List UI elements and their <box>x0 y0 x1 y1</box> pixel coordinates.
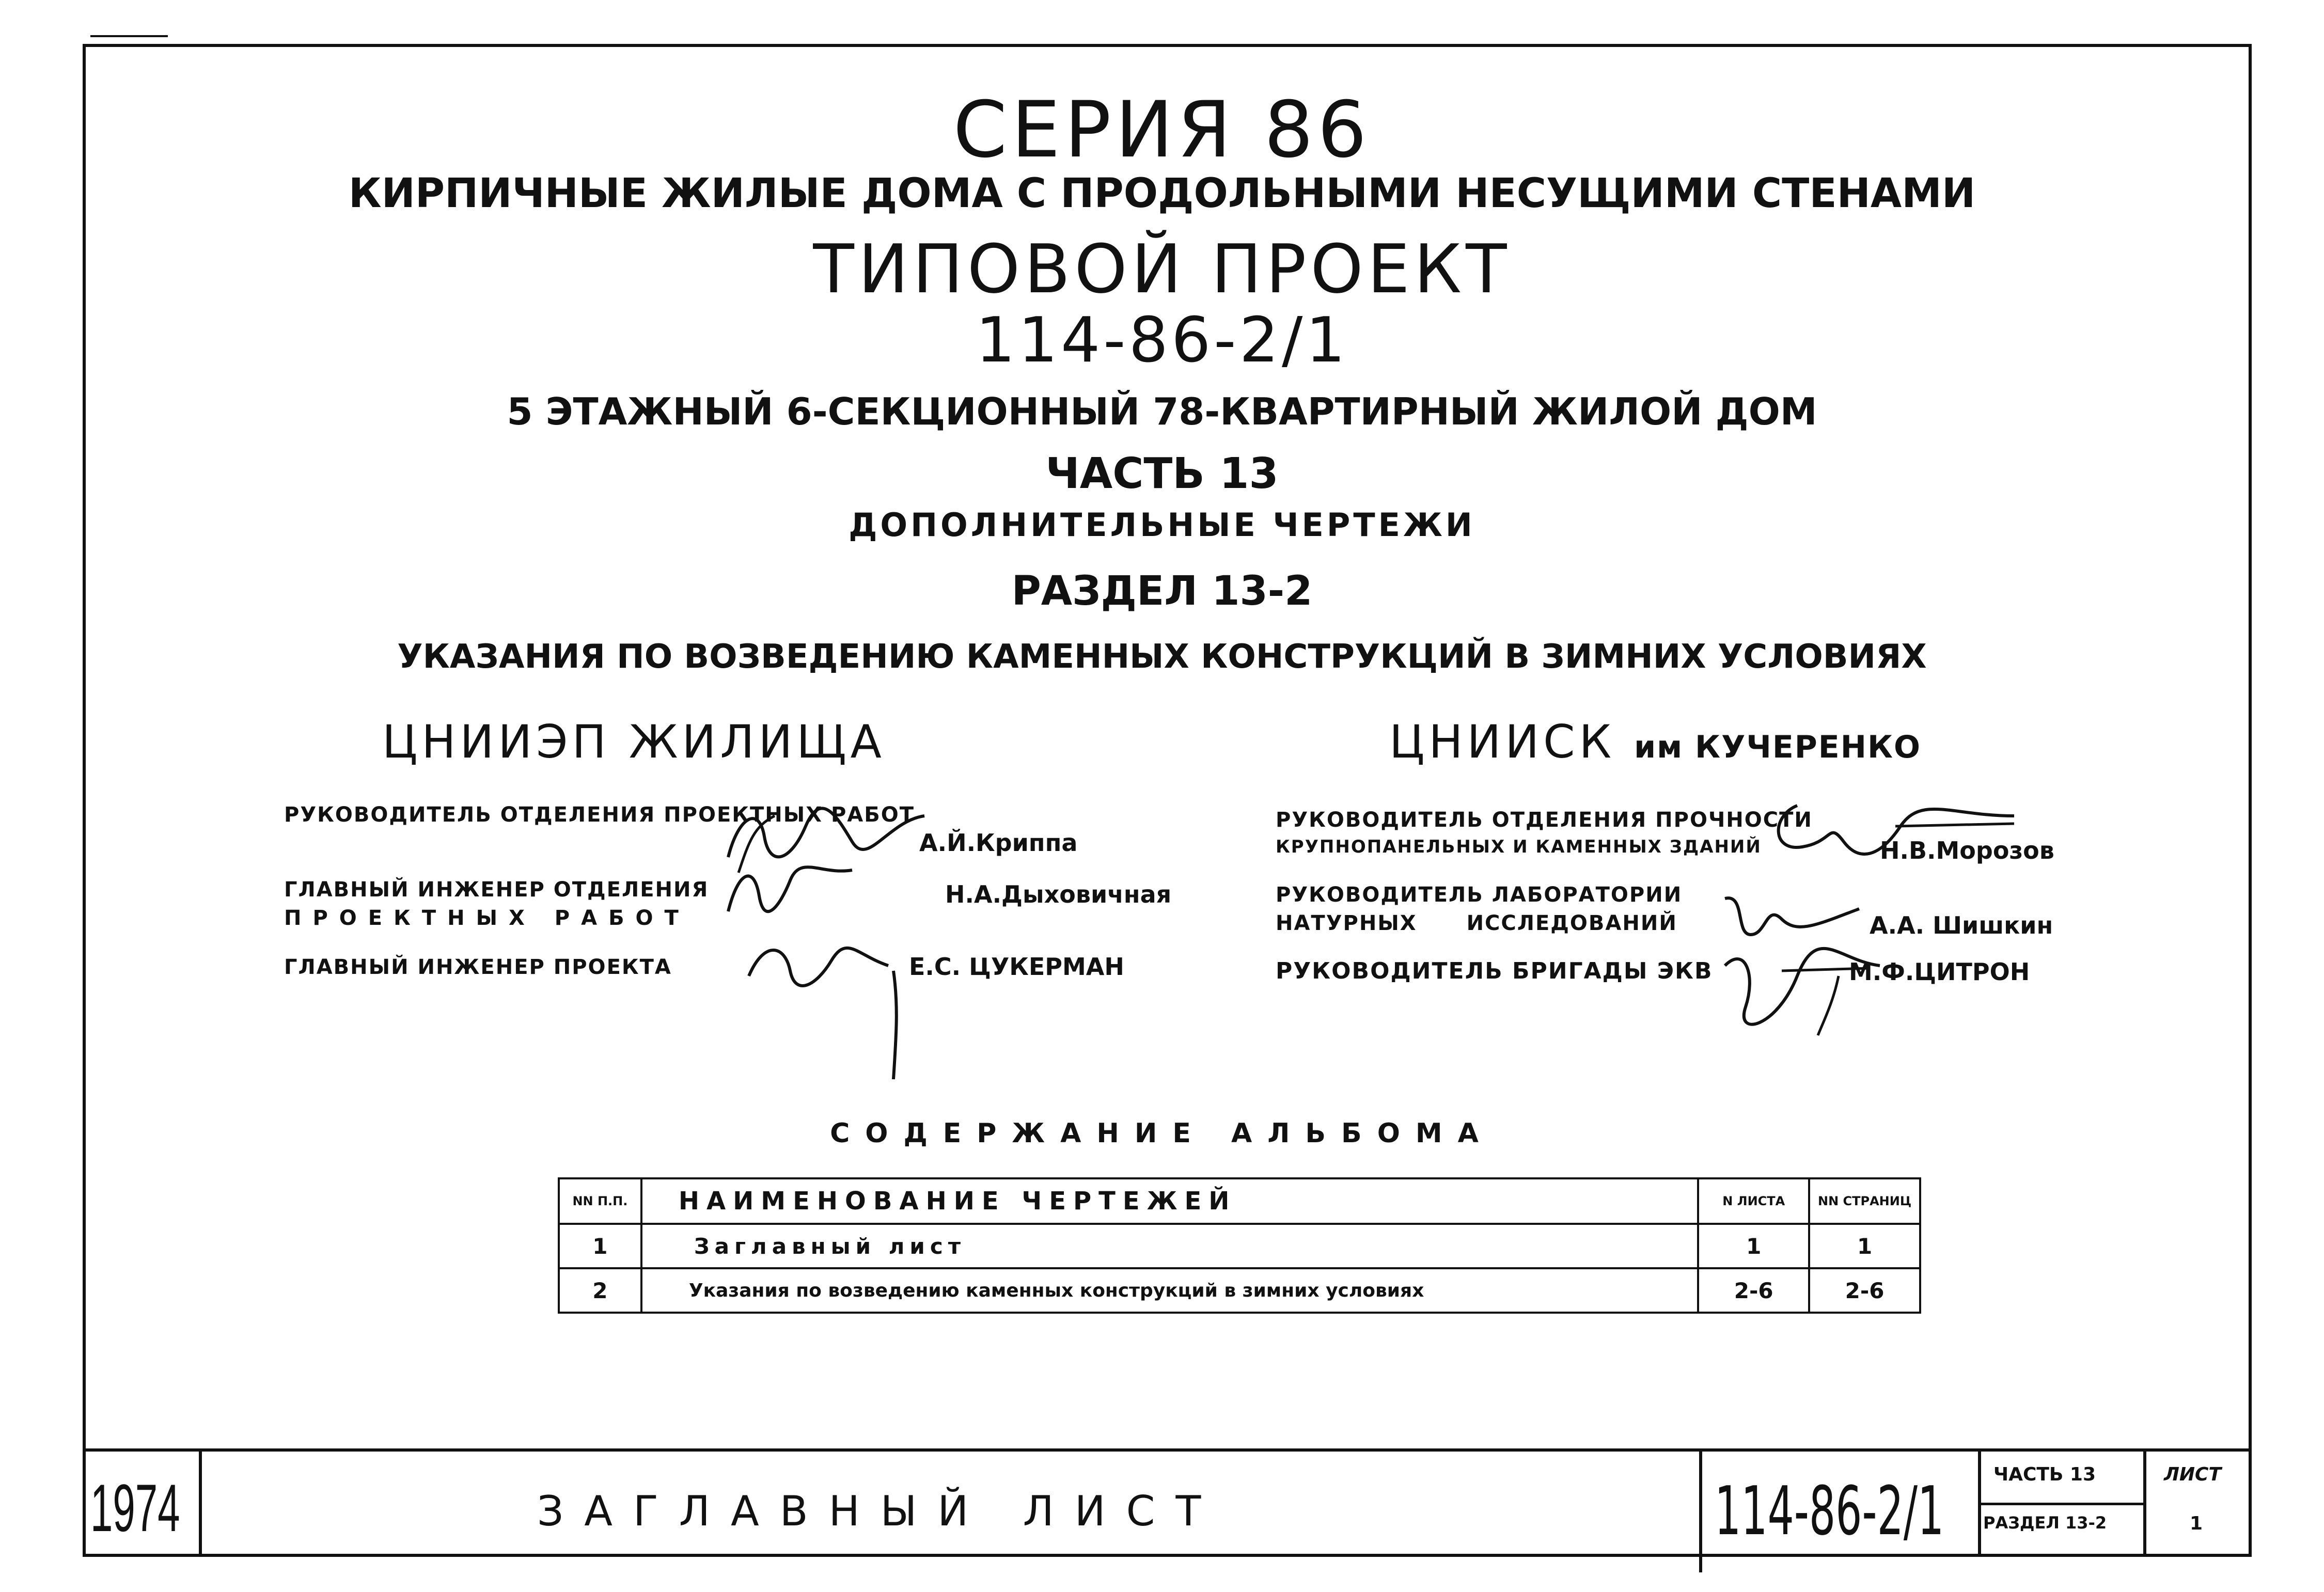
right-role-2: РУКОВОДИТЕЛЬ ЛАБОРАТОРИИ <box>1276 883 1683 907</box>
title-block-mid-line <box>1978 1503 2143 1505</box>
series-title: СЕРИЯ 86 <box>953 85 1371 175</box>
right-role-1b: КРУПНОПАНЕЛЬНЫХ И КАМЕННЫХ ЗДАНИЙ <box>1276 837 1762 857</box>
contents-table <box>558 1177 1921 1314</box>
table-row <box>559 1268 1920 1313</box>
left-role-2b: ПРОЕКТНЫХ РАБОТ <box>284 906 690 930</box>
right-role-3: РУКОВОДИТЕЛЬ БРИГАДЫ ЭКВ <box>1276 958 1713 984</box>
project-type: ТИПОВОЙ ПРОЕКТ <box>813 230 1511 308</box>
row-2-sheet: 2-6 <box>1698 1268 1809 1313</box>
signature-morozov <box>1766 795 2024 868</box>
left-org-name: ЦНИИЭП ЖИЛИЩА <box>382 715 886 768</box>
title-section: РАЗДЕЛ 13-2 <box>1983 1513 2107 1533</box>
right-role-1: РУКОВОДИТЕЛЬ ОТДЕЛЕНИЯ ПРОЧНОСТИ <box>1276 808 1813 832</box>
row-1-pages: 1 <box>1809 1224 1920 1268</box>
sheet-title: ЗАГЛАВНЫЙ ЛИСТ <box>537 1487 1222 1535</box>
contents-title: СОДЕРЖАНИЕ АЛЬБОМА <box>830 1118 1494 1149</box>
top-left-stroke <box>90 35 168 37</box>
row-1-sheet: 1 <box>1698 1224 1809 1268</box>
left-name-1: А.Й.Криппа <box>919 829 1078 857</box>
project-code: 114-86-2/1 <box>1715 1472 1944 1550</box>
sheet-label: ЛИСТ <box>2164 1464 2222 1485</box>
row-1-nn: 1 <box>559 1224 641 1268</box>
project-description: 5 ЭТАЖНЫЙ 6-СЕКЦИОННЫЙ 78-КВАРТИРНЫЙ ЖИЛОЙ ДОМ <box>507 390 1817 433</box>
signature-tsukerman <box>744 935 919 1084</box>
signature-dykhovichnaya <box>723 860 857 922</box>
signature-shishkin <box>1715 888 1870 950</box>
right-name-2: А.А. Шишкин <box>1870 911 2053 939</box>
right-org-name <box>1389 715 1921 768</box>
row-2-name: Указания по возведению каменных конструкций в зимних условиях <box>641 1268 1699 1313</box>
header-name: НАИМЕНОВАНИЕ ЧЕРТЕЖЕЙ <box>641 1178 1699 1224</box>
title-part: ЧАСТЬ 13 <box>1993 1464 2096 1485</box>
header-sheet: N ЛИСТА <box>1698 1178 1809 1224</box>
table-row <box>559 1224 1920 1268</box>
right-name-1: Н.В.Морозов <box>1880 837 2054 864</box>
part-label: ЧАСТЬ 13 <box>1045 449 1279 498</box>
left-role-3: ГЛАВНЫЙ ИНЖЕНЕР ПРОЕКТА <box>284 955 672 979</box>
signature-tsitron <box>1715 945 1885 1038</box>
header-nn: NN П.П. <box>559 1178 641 1224</box>
project-number: 114-86-2/1 <box>976 305 1348 376</box>
right-org-title: ЦНИИСК <box>1389 715 1616 768</box>
sheet-number: 1 <box>2190 1513 2203 1534</box>
row-2-pages: 2-6 <box>1809 1268 1920 1313</box>
left-role-1: РУКОВОДИТЕЛЬ ОТДЕЛЕНИЯ ПРОЕКТНЫХ РАБОТ <box>284 803 915 827</box>
right-role-2b: НАТУРНЫХ ИССЛЕДОВАНИЙ <box>1276 911 1677 935</box>
row-2-nn: 2 <box>559 1268 641 1313</box>
year: 1974 <box>90 1470 180 1546</box>
right-name-3: М.Ф.ЦИТРОН <box>1849 958 2030 986</box>
title-block-divider-code <box>1699 1448 1702 1572</box>
left-role-2: ГЛАВНЫЙ ИНЖЕНЕР ОТДЕЛЕНИЯ <box>284 878 709 902</box>
left-name-3: Е.С. ЦУКЕРМАН <box>909 953 1124 981</box>
header-pages: NN СТРАНИЦ <box>1809 1178 1920 1224</box>
left-name-2: Н.А.Дыховичная <box>945 880 1172 908</box>
section-title: УКАЗАНИЯ ПО ВОЗВЕДЕНИЮ КАМЕННЫХ КОНСТРУКЦИЙ В ЗИМНИХ УСЛОВИЯХ <box>397 638 1927 676</box>
title-block-divider-year <box>199 1448 202 1557</box>
title-block-divider-sheet <box>2143 1448 2146 1557</box>
part-title: ДОПОЛНИТЕЛЬНЫЕ ЧЕРТЕЖИ <box>849 506 1475 544</box>
row-1-name: Заглавный лист <box>641 1224 1699 1268</box>
right-org-suffix: им КУЧЕРЕНКО <box>1634 729 1922 765</box>
section-label: РАЗДЕЛ 13-2 <box>1011 568 1313 614</box>
series-subtitle: КИРПИЧНЫЕ ЖИЛЫЕ ДОМА С ПРОДОЛЬНЫМИ НЕСУЩИМИ СТЕНАМИ <box>348 170 1976 217</box>
title-block-top-line <box>83 1448 2252 1452</box>
contents-header-row <box>559 1178 1920 1224</box>
